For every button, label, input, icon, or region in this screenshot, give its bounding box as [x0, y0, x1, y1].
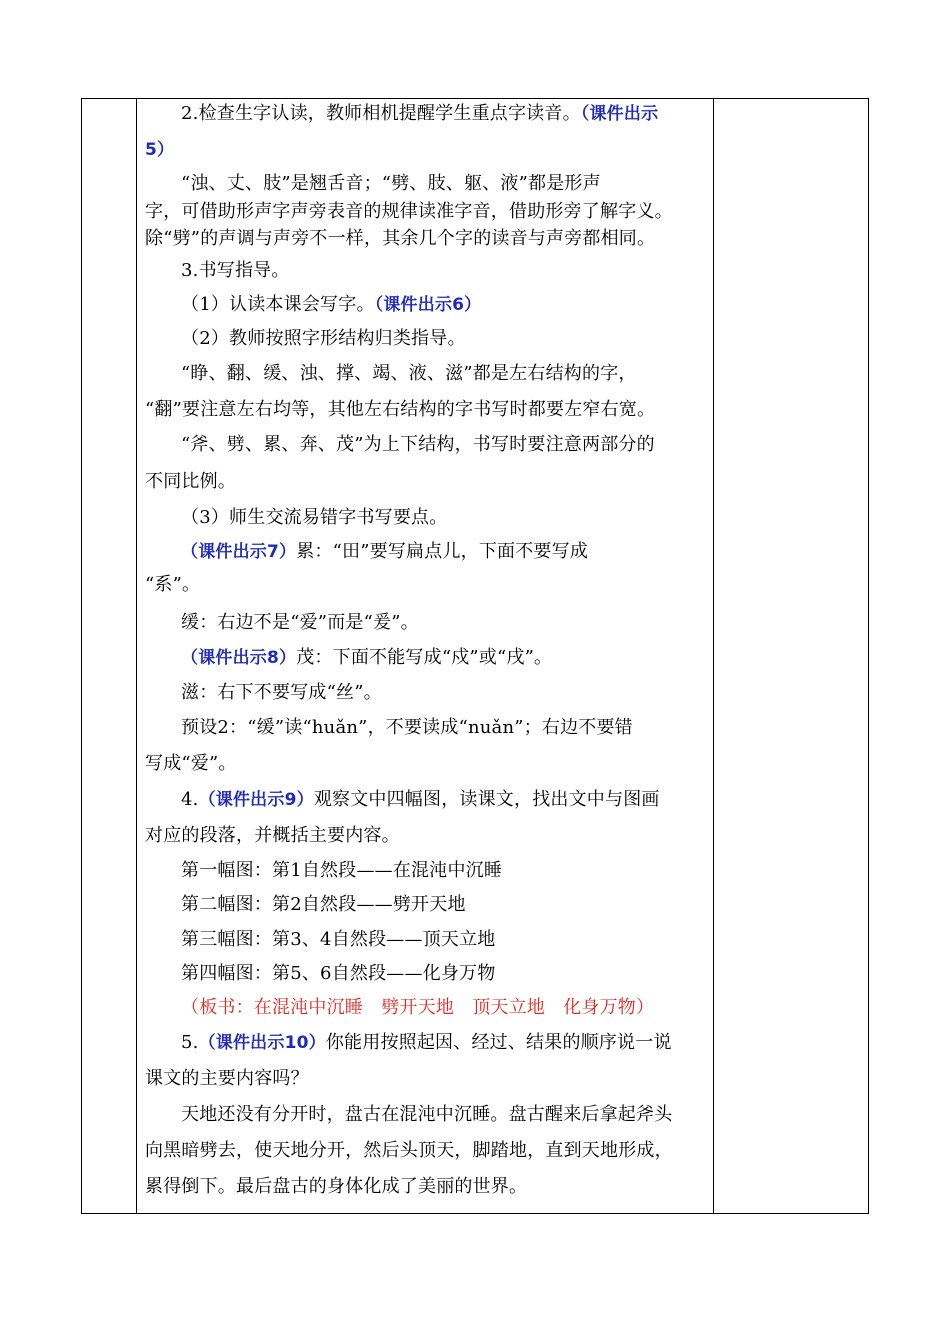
text-line: 3.书写指导。: [181, 260, 290, 281]
text-span: 你能用按照起因、经过、结果的顺序说一说: [325, 1032, 672, 1053]
text-line: [145, 105, 711, 123]
left-column-cell: [82, 99, 137, 1214]
text-line: 写成“爱”。: [145, 753, 237, 774]
text-line: [145, 1034, 711, 1052]
text-line: 第四幅图：第5、6自然段——化身万物: [181, 963, 496, 984]
text-line: 累得倒下。最后盘古的身体化成了美丽的世界。: [145, 1176, 528, 1197]
text-line: [145, 791, 711, 809]
text-line: 课文的主要内容吗？: [145, 1068, 309, 1089]
text-line: 缓：右边不是“爱”而是“爰”。: [181, 612, 419, 633]
text-span: 累：“田”要写扁点儿，下面不要写成: [296, 541, 589, 562]
text-line: 向黑暗劈去，使天地分开，然后头顶天，脚踏地，直到天地形成，: [145, 1140, 673, 1161]
text-line: 预设2：“缓”读“huǎn”，不要读成“nuǎn”；右边不要错: [181, 717, 633, 738]
text-line: 对应的段落，并概括主要内容。: [145, 825, 400, 846]
text-span: 4.: [181, 789, 199, 810]
text-line: “翻”要注意左右均等，其他左右结构的字书写时都要左窄右宽。: [145, 399, 656, 420]
text-span: 5.: [181, 1032, 199, 1053]
text-span: 茂：下面不能写成“戍”或“戌”。: [296, 647, 553, 668]
main-content-cell: [137, 99, 714, 1214]
text-line: [145, 649, 711, 667]
courseware-tag: （课件出示8）: [181, 648, 297, 668]
courseware-tag: （课件出示10）: [198, 1033, 326, 1053]
text-line: “睁、翻、缓、浊、撑、竭、液、滋”都是左右结构的字，: [181, 363, 637, 384]
text-span: （1）认读本课会写字。: [181, 294, 375, 315]
text-line: 天地还没有分开时，盘古在混沌中沉睡。盘古醒来后拿起斧头: [181, 1104, 673, 1125]
text-line: 第一幅图：第1自然段——在混沌中沉睡: [181, 860, 503, 881]
text-span: 2.检查生字认读，教师相机提醒学生重点字读音。: [181, 103, 581, 124]
text-line: “系”。: [145, 574, 201, 595]
courseware-tag: （课件出示6）: [374, 295, 482, 315]
courseware-tag: 5）: [145, 140, 175, 160]
text-line: （2）教师按照字形结构归类指导。: [181, 328, 466, 349]
text-line: [145, 296, 711, 314]
text-line: “浊、丈、肢”是翘舌音；“劈、肢、躯、液”都是形声: [181, 173, 601, 194]
text-line: （3）师生交流易错字书写要点。: [181, 507, 448, 528]
courseware-tag: （课件出示7）: [181, 542, 297, 562]
text-span: 观察文中四幅图，读课文，找出文中与图画: [313, 789, 660, 810]
text-line: [145, 543, 711, 561]
text-line: 除“劈”的声调与声旁不一样，其余几个字的读音与声旁都相同。: [145, 228, 656, 249]
text-line: 第二幅图：第2自然段——劈开天地: [181, 894, 466, 915]
text-line: 第三幅图：第3、4自然段——顶天立地: [181, 929, 496, 950]
text-line: 字，可借助形声字声旁表音的规律读准字音，借助形旁了解字义。: [145, 201, 673, 222]
text-line: [145, 141, 711, 159]
table-row: [82, 99, 869, 1214]
right-column-cell: [714, 99, 869, 1214]
courseware-tag: （课件出示: [580, 104, 659, 124]
text-line: 不同比例。: [145, 471, 236, 492]
text-line: 滋：右下不要写成“丝”。: [181, 682, 382, 703]
text-line: “斧、劈、累、奔、茂”为上下结构，书写时要注意两部分的: [181, 434, 655, 455]
lesson-plan-table: [81, 98, 869, 1214]
courseware-tag: （课件出示9）: [198, 790, 314, 810]
board-writing-line: （板书：在混沌中沉睡 劈开天地 顶天立地 化身万物）: [181, 997, 655, 1018]
